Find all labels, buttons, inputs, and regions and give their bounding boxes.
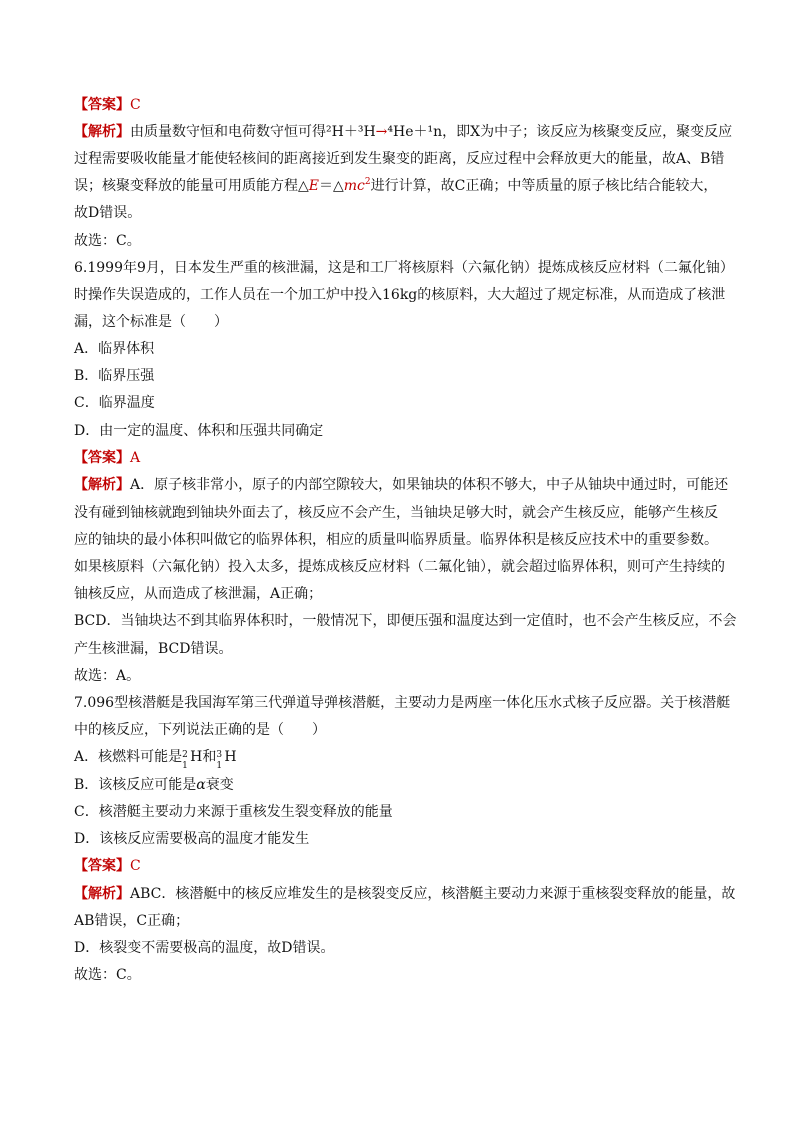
option-text: A．核燃料可能是 <box>74 749 183 765</box>
explain-text: A．原子核非常小，原子的内部空隙较大，如果铀块的体积不够大，中子从铀块中通过时，可能还 <box>130 477 729 493</box>
explain-tag: 【解析】 <box>74 886 130 902</box>
q5-choose: 故选：C。 <box>74 233 141 249</box>
explain-text: ，即X为中子；该反应为核聚变反应，聚变反应 <box>442 124 733 140</box>
answer-value: C <box>130 97 141 113</box>
isotope-notation <box>182 748 190 771</box>
formula-equals: ＝△ <box>319 178 344 194</box>
q6-explain-line-3: 应的铀块的最小体积叫做它的临界体积，相应的质量叫临界质量。临界体积是核反应技术中的重要参数。 <box>74 532 718 548</box>
q7-option-b <box>74 776 234 794</box>
explain-text: 误；核聚变释放的能量可用质能方程△ <box>74 178 309 194</box>
q5-explain-line-4: 故D错误。 <box>74 205 142 221</box>
explain-text: 进行计算，故C正确；中等质量的原子核比结合能较大， <box>370 178 718 194</box>
q6-explain-line-4: 如果核原料（六氟化钠）投入太多，提炼成核反应材料（二氟化铀），就会超过临界体积，则可产生持续的 <box>74 559 725 575</box>
answer-tag: 【答案】 <box>74 858 130 874</box>
q7-option-c: C．核潜艇主要动力来源于重核发生裂变释放的能量 <box>74 804 393 820</box>
q6-choose: 故选：A。 <box>74 668 141 684</box>
q6-stem-line-2: 时操作失误造成的，工作人员在一个加工炉中投入16kg的核原料，大大超过了规定标准，从而造成了核泄 <box>74 287 726 303</box>
plus-sign: ＋ <box>343 124 358 140</box>
q6-explain-line-6: BCD．当铀块达不到其临界体积时，一般情况下，即便压强和温度达到一定值时，也不会产生核反应，不会 <box>74 613 737 629</box>
q7-stem-line-1: 7.096型核潜艇是我国海军第三代弹道导弹核潜艇，主要动力是两座一体化压水式核子反应器。关于核潜艇 <box>74 695 731 711</box>
nuclear-reaction-equation <box>326 124 442 140</box>
answer-value: C <box>130 858 141 874</box>
helium-symbol: ⁴He <box>387 124 414 140</box>
answer-tag: 【答案】 <box>74 97 130 113</box>
explain-tag: 【解析】 <box>74 124 130 140</box>
q6-explain-line-1 <box>74 476 728 494</box>
q6-option-c: C．临界温度 <box>74 395 155 411</box>
option-text: B．该核反应可能是 <box>74 777 197 793</box>
reaction-arrow: → <box>375 124 388 140</box>
q7-option-a <box>74 748 237 771</box>
formula-mc: mc <box>343 178 365 194</box>
option-text: 衰变 <box>205 777 234 793</box>
alpha-symbol: α <box>196 777 206 793</box>
q5-explain-line-1 <box>74 123 732 141</box>
q7-explain-line-1 <box>74 885 735 903</box>
q6-explain-line-7: 产生核泄漏，BCD错误。 <box>74 641 233 657</box>
plus-sign: ＋ <box>413 124 428 140</box>
atomic-number: 1 <box>216 761 223 771</box>
q6-stem-line-3: 漏，这个标准是（ ） <box>74 314 228 330</box>
q7-answer-line <box>74 857 141 875</box>
q7-option-d: D．该核反应需要极高的温度才能发生 <box>74 831 310 847</box>
q6-option-a: A．临界体积 <box>74 341 155 357</box>
explain-text: ABC．核潜艇中的核反应堆发生的是核裂变反应，核潜艇主要动力来源于重核裂变释放的能量，故 <box>130 886 736 902</box>
q5-explain-line-2: 过程需要吸收能量才能使轻核间的距离接近到发生聚变的距离，反应过程中会释放更大的能量，故A、B错 <box>74 151 725 167</box>
isotope-notation <box>216 748 224 771</box>
answer-value: A <box>130 450 141 466</box>
q6-option-b: B．临界压强 <box>74 368 155 384</box>
q7-choose: 故选：C。 <box>74 967 141 983</box>
atomic-number: 1 <box>182 761 188 771</box>
element-symbol: H <box>190 749 203 765</box>
q6-explain-line-5: 铀核反应，从而造成了核泄漏，A正确； <box>74 586 323 602</box>
q5-answer-line <box>74 96 141 114</box>
q7-explain-line-3: D．核裂变不需要极高的温度，故D错误。 <box>74 940 335 956</box>
explain-text: 由质量数守恒和电荷数守恒可得 <box>130 124 326 140</box>
element-symbol: H <box>224 749 237 765</box>
option-text: 和 <box>202 749 217 765</box>
q6-stem-line-1: 6.1999年9月，日本发生严重的核泄漏，这是和工厂将核原料（六氟化钠）提炼成核反应材料（二氟化铀） <box>74 260 734 276</box>
mass-number: 2 <box>182 750 188 760</box>
deuterium-symbol: ²H <box>326 124 344 140</box>
q7-explain-line-2: AB错误，C正确； <box>74 913 190 929</box>
q6-answer-line <box>74 449 140 467</box>
tritium-symbol: ³H <box>357 124 376 140</box>
q6-explain-line-2: 没有碰到铀核就跑到铀块外面去了，核反应不会产生，当铀块足够大时，就会产生核反应，能够产生核反 <box>74 505 718 521</box>
formula-energy: E <box>308 178 319 194</box>
answer-tag: 【答案】 <box>74 450 130 466</box>
formula-square: 2 <box>364 177 371 187</box>
q5-explain-line-3 <box>74 177 717 197</box>
q6-option-d: D．由一定的温度、体积和压强共同确定 <box>74 423 324 439</box>
q7-stem-line-2: 中的核反应，下列说法正确的是（ ） <box>74 722 326 738</box>
neutron-symbol: ¹n <box>427 124 443 140</box>
explain-tag: 【解析】 <box>74 477 130 493</box>
mass-number: 3 <box>216 750 223 760</box>
